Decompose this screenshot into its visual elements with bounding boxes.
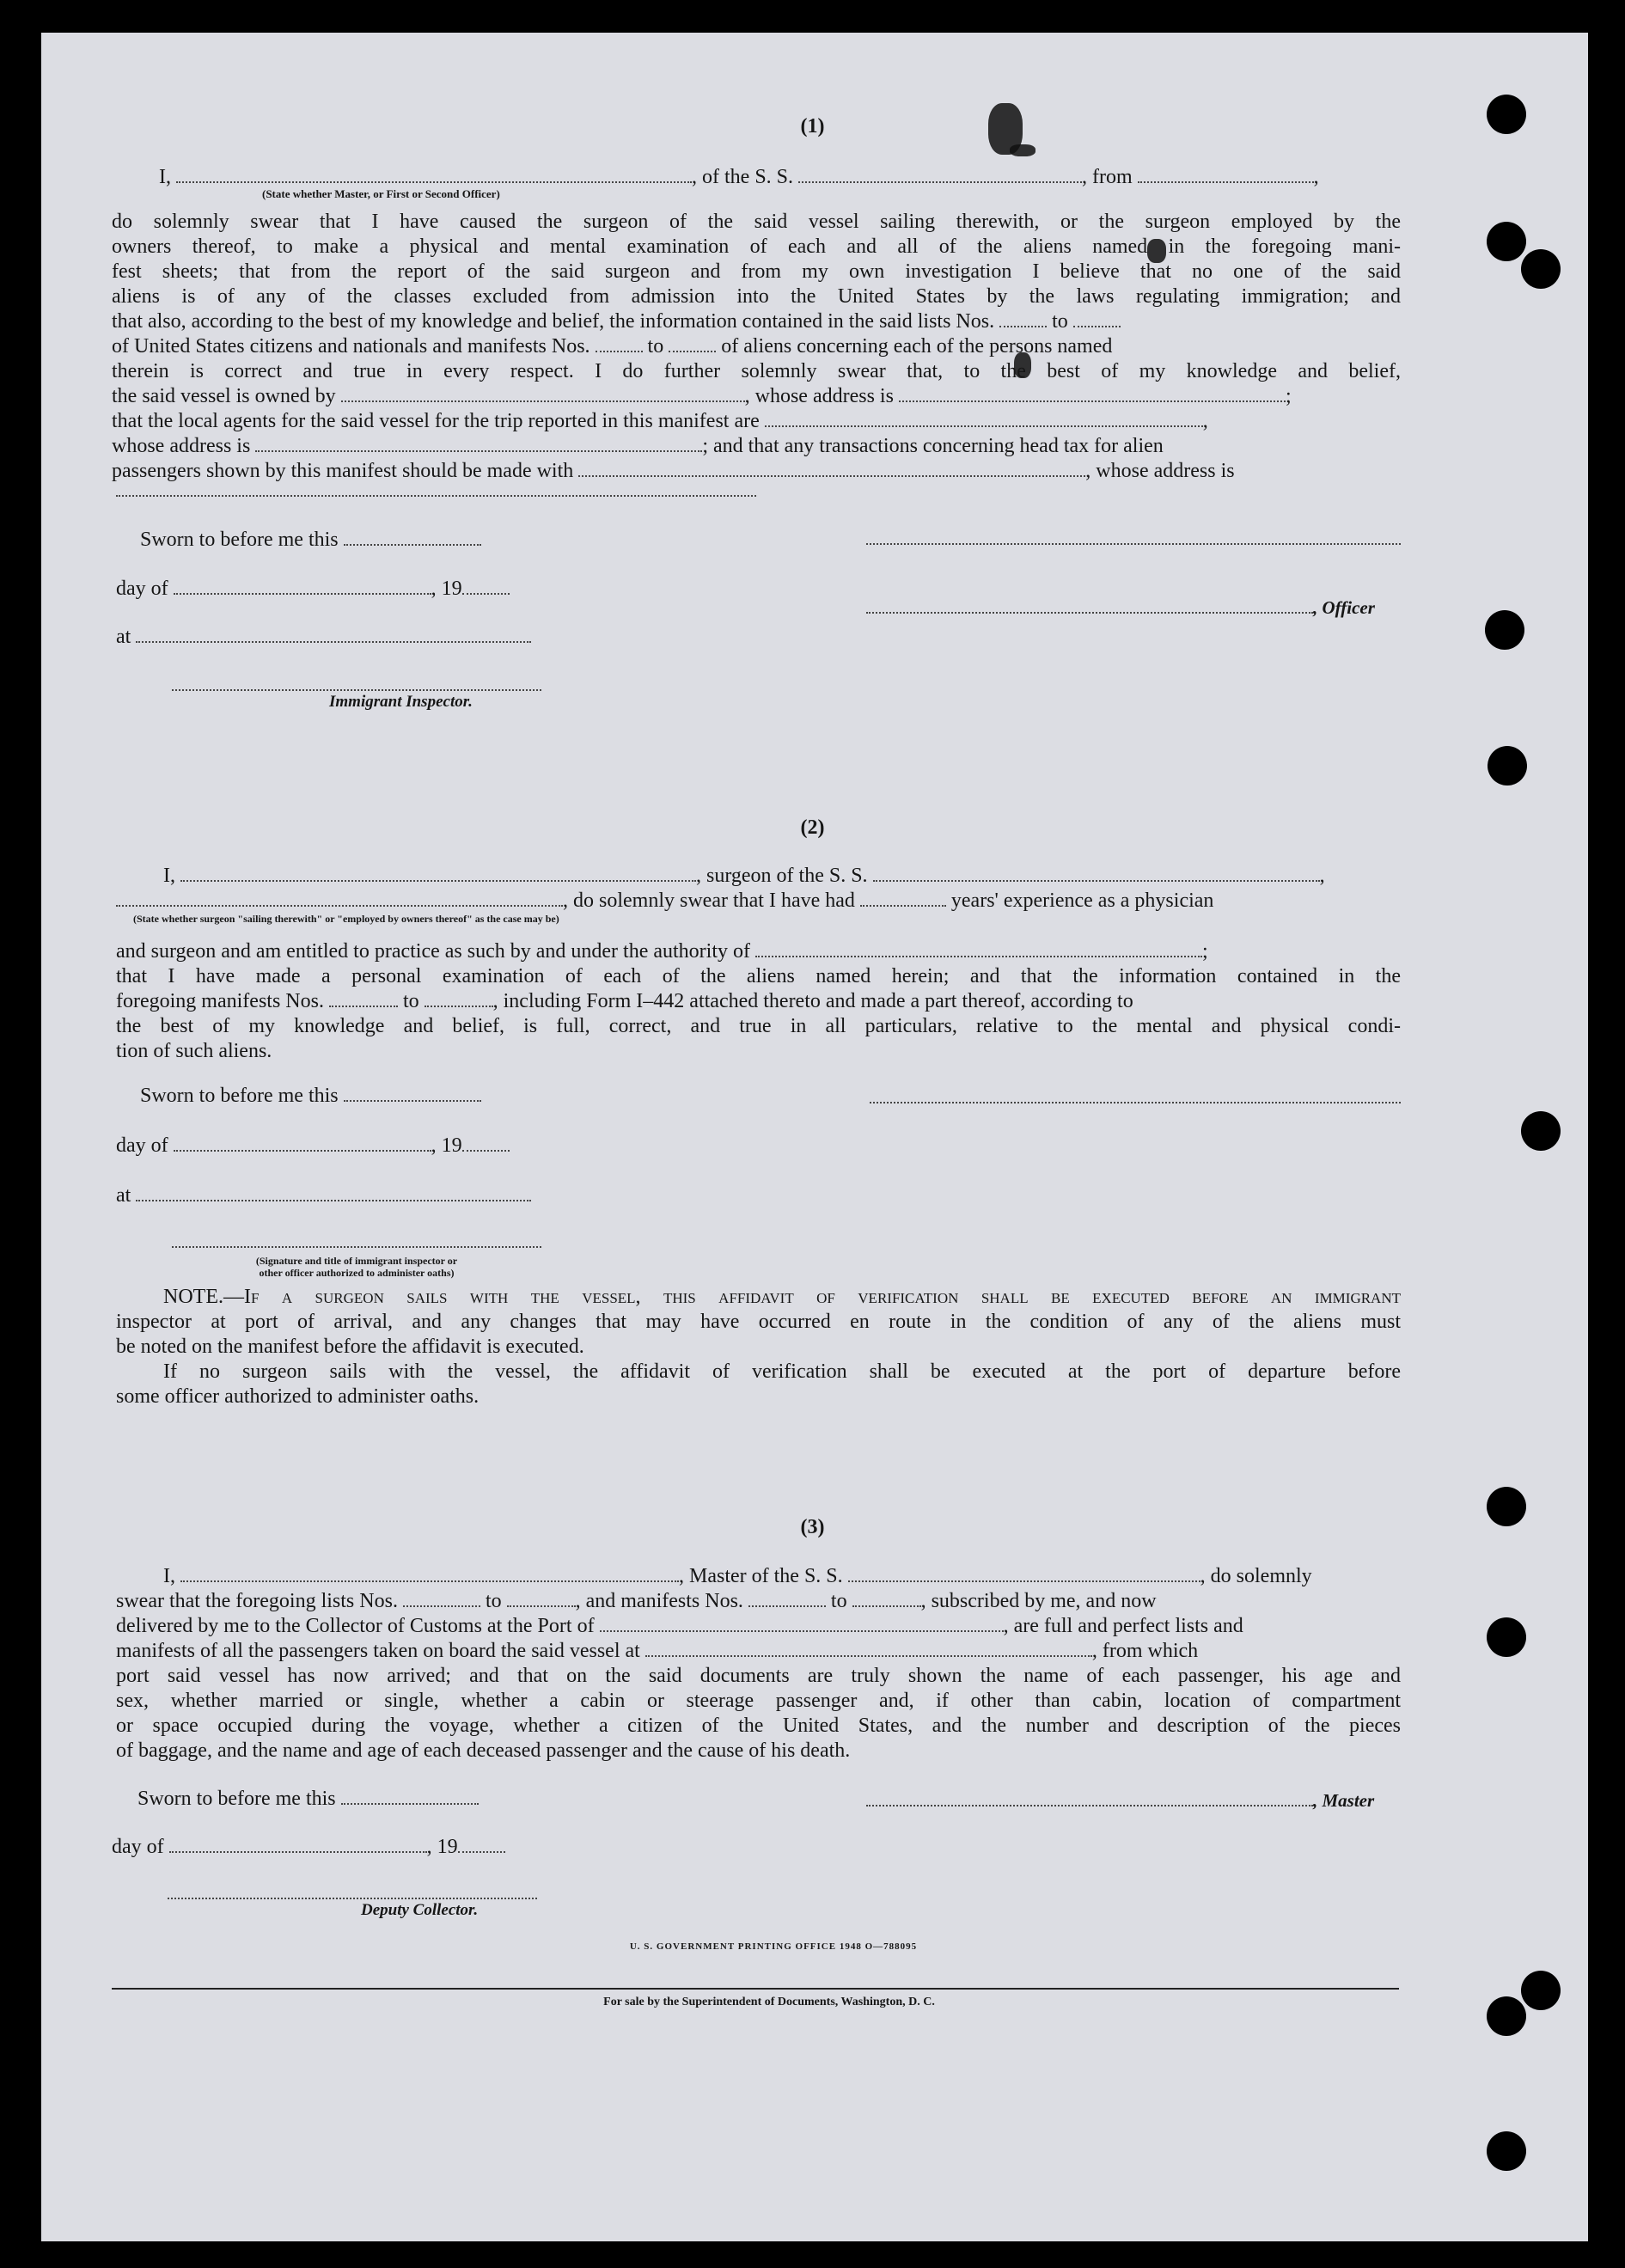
s1-owner-address-field[interactable] xyxy=(899,385,1286,402)
s1-inspector-label: Immigrant Inspector. xyxy=(329,693,473,711)
s1-agents-field[interactable] xyxy=(765,410,1203,427)
s2-para-line: foregoing manifests Nos. to , including Form I–442 attached thereto and made a part thereof, according to xyxy=(116,990,1133,1012)
s1-officer-field[interactable] xyxy=(176,166,692,183)
s2-note-line: some officer authorized to administer oaths. xyxy=(116,1385,480,1408)
s3-day-line: day of , 19 xyxy=(112,1836,505,1859)
sale-notice: For sale by the Superintendent of Documents, Washington, D. C. xyxy=(603,1996,935,2008)
s1-para-line: owners thereof, to make a physical and mental examination of each and all of the aliens named in the foregoing mani- xyxy=(112,235,1401,258)
s1-officer-title: , Officer xyxy=(866,596,1375,620)
s2-surgeon-signature-line[interactable] xyxy=(870,1100,1401,1103)
s2-signature-note: (Signature and title of immigrant inspector or other officer authorized to administer oaths) xyxy=(255,1255,458,1279)
s2-surgeon-type-note: (State whether surgeon "sailing therewith" or "employed by owners thereof" as the case may be) xyxy=(133,913,559,925)
s1-para-line: of United States citizens and nationals and manifests Nos. to of aliens concerning each of the persons named xyxy=(112,335,1113,358)
s1-manifests-to-field[interactable] xyxy=(669,335,716,352)
s3-deputy-label: Deputy Collector. xyxy=(361,1901,479,1919)
s1-line-1: I, , of the S. S. , from , xyxy=(159,166,1319,188)
s1-from-field[interactable] xyxy=(1138,166,1314,183)
s3-para-line: manifests of all the passengers taken on board the said vessel at , from which xyxy=(116,1640,1199,1662)
s3-para-line: of baggage, and the name and age of each deceased passenger and the cause of his death. xyxy=(116,1739,851,1762)
punch-hole xyxy=(1488,746,1527,786)
s1-lists-to-field[interactable] xyxy=(1073,310,1121,327)
s3-sworn-line: Sworn to before me this xyxy=(137,1788,479,1811)
s1-day-line: day of , 19 xyxy=(116,578,510,601)
s3-line-1: I, , Master of the S. S. , do solemnly xyxy=(163,1565,1312,1587)
s2-sworn-line: Sworn to before me this xyxy=(140,1085,481,1108)
section-1-number: (1) xyxy=(800,115,825,138)
s1-para-line: the said vessel is owned by , whose address is ; xyxy=(112,385,1292,407)
s2-line-2: , do solemnly swear that I have had years' experience as a physician xyxy=(116,889,1401,914)
s1-para-line: do solemnly swear that I have caused the surgeon of the said vessel sailing therewith, or the surgeon employed by the xyxy=(112,211,1401,233)
s2-surgeon-type-field[interactable] xyxy=(116,889,563,907)
s3-vessel-field[interactable] xyxy=(848,1565,1200,1582)
s3-para-line: delivered by me to the Collector of Customs at the Port of , are full and perfect lists and xyxy=(116,1615,1243,1637)
s2-day-line: day of , 19 xyxy=(116,1134,510,1158)
s2-manifests-to-field[interactable] xyxy=(425,990,493,1007)
s3-para-line: port said vessel has now arrived; and that on the said documents are truly shown the name of each passenger, his age and xyxy=(116,1665,1401,1687)
s1-owner-field[interactable] xyxy=(341,385,745,402)
s2-manifests-from-field[interactable] xyxy=(329,990,398,1007)
s2-day-field[interactable] xyxy=(174,1134,431,1152)
s1-sworn-date-field[interactable] xyxy=(344,529,481,546)
s1-lists-from-field[interactable] xyxy=(999,310,1047,327)
s2-line-1: I, , surgeon of the S. S. , xyxy=(163,865,1325,887)
printing-office-imprint: U. S. GOVERNMENT PRINTING OFFICE 1948 O—788095 xyxy=(629,1941,918,1952)
s3-para-line: sex, whether married or single, whether a cabin or steerage passenger and, if other than cabin, location of compartment xyxy=(116,1690,1401,1712)
s2-para-line: tion of such aliens. xyxy=(116,1040,272,1062)
s1-para-line: passengers shown by this manifest should be made with , whose address is xyxy=(112,460,1235,482)
s3-port-field[interactable] xyxy=(600,1615,1004,1632)
s1-agents-address-field[interactable] xyxy=(255,435,702,452)
s3-year-field[interactable] xyxy=(458,1836,505,1853)
s3-manifests-from-field[interactable] xyxy=(748,1590,826,1607)
s1-sworn-line: Sworn to before me this xyxy=(140,529,481,552)
s3-day-field[interactable] xyxy=(169,1836,427,1853)
s1-para-line: therein is correct and true in every respect. I do further solemnly swear that, to the best of my knowledge and belief, xyxy=(112,360,1401,382)
s3-para-line: swear that the foregoing lists Nos. to , and manifests Nos. to , subscribed by me, and now xyxy=(116,1590,1157,1612)
s2-sworn-date-field[interactable] xyxy=(344,1085,481,1102)
s3-lists-from-field[interactable] xyxy=(403,1590,480,1607)
punch-hole xyxy=(1521,1111,1561,1151)
s1-at-field[interactable] xyxy=(136,626,531,643)
s1-headtax-address-field[interactable] xyxy=(116,493,756,497)
s2-at-field[interactable] xyxy=(136,1184,531,1201)
s2-note-line: be noted on the manifest before the affidavit is executed. xyxy=(116,1336,584,1358)
s2-authority-field[interactable] xyxy=(755,940,1202,957)
s1-headtax-field[interactable] xyxy=(578,460,1085,477)
s3-departure-port-field[interactable] xyxy=(645,1640,1092,1657)
s1-para-line: that the local agents for the said vessel for the trip reported in this manifest are , xyxy=(112,410,1208,432)
s1-year-field[interactable] xyxy=(462,578,510,595)
punch-hole xyxy=(1487,222,1526,261)
s2-para-line: and surgeon and am entitled to practice as such by and under the authority of ; xyxy=(116,940,1208,963)
s3-sworn-date-field[interactable] xyxy=(341,1788,479,1805)
s2-para-line: the best of my knowledge and belief, is full, correct, and true in all particulars, relative to the mental and physical condi- xyxy=(116,1015,1401,1037)
s2-para-line: that I have made a personal examination of each of the aliens named herein; and that the information contained in the xyxy=(116,965,1401,987)
s2-year-field[interactable] xyxy=(462,1134,510,1152)
s1-vessel-field[interactable] xyxy=(798,166,1082,183)
s3-master-signature: , Master xyxy=(866,1789,1374,1813)
ink-smudge xyxy=(1010,144,1035,156)
punch-hole xyxy=(1521,249,1561,289)
s1-inspector-signature-line[interactable] xyxy=(172,688,541,691)
s1-officer-signature-line[interactable] xyxy=(866,541,1401,545)
section-3-number: (3) xyxy=(800,1516,825,1538)
s2-years-field[interactable] xyxy=(860,889,946,907)
s3-para-line: or space occupied during the voyage, whether a citizen of the United States, and the number and description of the pieces xyxy=(116,1715,1401,1737)
s3-master-signature-field[interactable] xyxy=(866,1789,1313,1806)
s1-para-line: that also, according to the best of my knowledge and belief, the information contained in the said lists Nos. to xyxy=(112,309,1401,334)
s2-surgeon-name-field[interactable] xyxy=(180,865,696,882)
s1-manifests-from-field[interactable] xyxy=(596,335,643,352)
s2-vessel-field[interactable] xyxy=(873,865,1320,882)
section-2-number: (2) xyxy=(800,816,825,839)
s1-para-line: fest sheets; that from the report of the said surgeon and from my own investigation I believe that no one of the said xyxy=(112,260,1401,283)
punch-hole xyxy=(1485,610,1524,650)
s1-at-line: at xyxy=(116,626,531,649)
s3-deputy-signature-line[interactable] xyxy=(168,1896,537,1899)
s2-note-line: NOTE.—If a surgeon sails with the vessel, this affidavit of verification shall be executed before an immigrant xyxy=(163,1286,1401,1308)
s2-inspector-signature-line[interactable] xyxy=(172,1244,541,1248)
s1-para-line: whose address is ; and that any transactions concerning head tax for alien xyxy=(112,435,1164,457)
s2-note-line: inspector at port of arrival, and any changes that may have occurred en route in the condition of any of the aliens must xyxy=(116,1311,1401,1333)
s3-master-name-field[interactable] xyxy=(180,1565,679,1582)
s1-para-line: aliens is of any of the classes excluded from admission into the United States by the laws regulating immigration; and xyxy=(112,285,1401,308)
s3-lists-to-field[interactable] xyxy=(507,1590,576,1607)
s1-day-field[interactable] xyxy=(174,578,431,595)
s2-note-line: If no surgeon sails with the vessel, the affidavit of verification shall be executed at the port of departure before xyxy=(163,1360,1401,1383)
footer-rule xyxy=(112,1988,1399,1990)
s1-officer-title-field[interactable] xyxy=(866,596,1313,614)
s3-manifests-to-field[interactable] xyxy=(852,1590,921,1607)
punch-hole xyxy=(1487,2131,1526,2171)
s2-at-line: at xyxy=(116,1184,531,1207)
s1-officer-note: (State whether Master, or First or Second Officer) xyxy=(262,187,500,200)
punch-hole xyxy=(1487,1617,1526,1657)
